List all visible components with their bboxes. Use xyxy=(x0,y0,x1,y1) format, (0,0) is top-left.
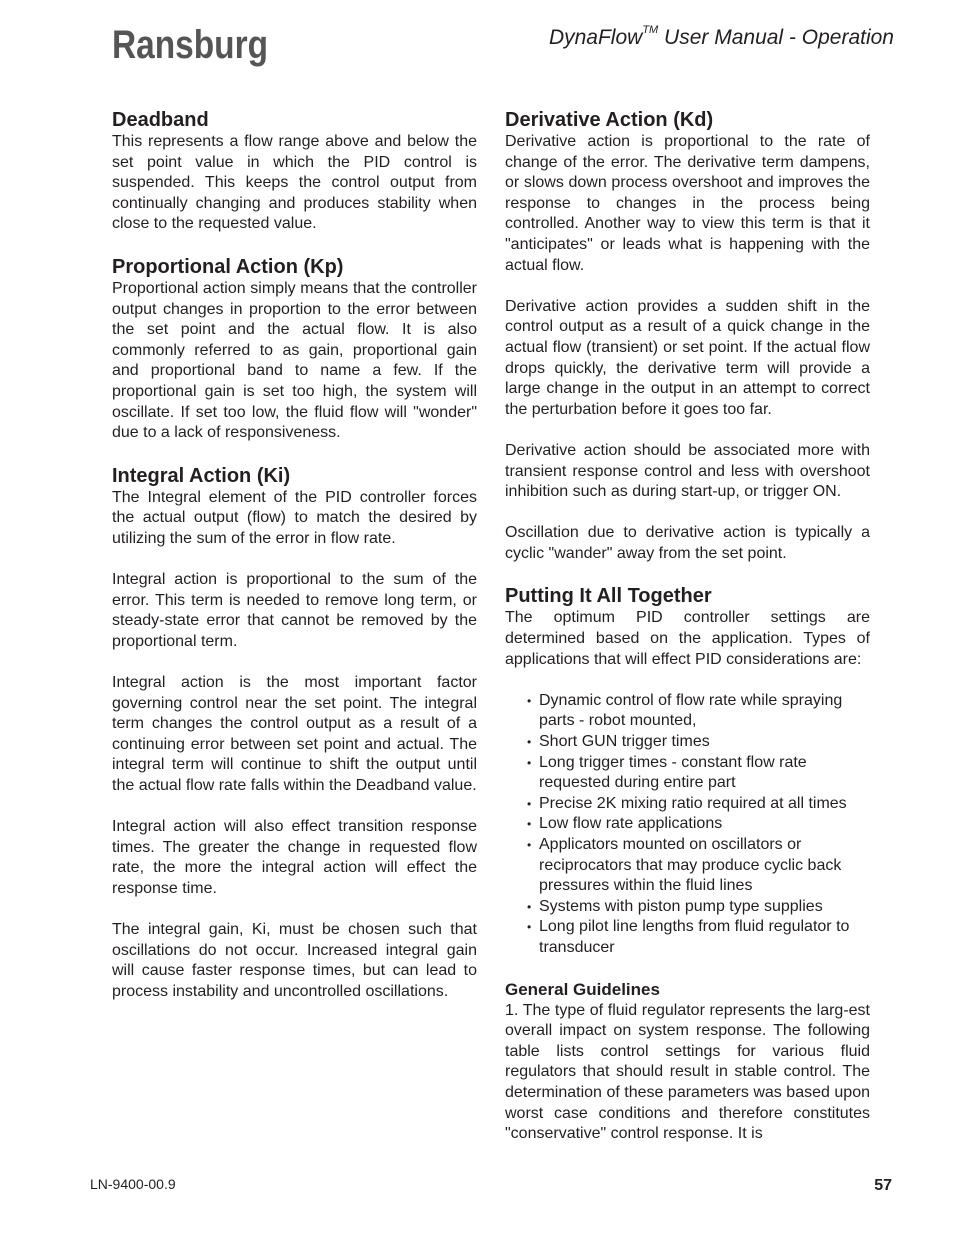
together-intro: The optimum PID controller settings are determined based on the application. Types of applications that will effect PID considerations are: xyxy=(505,609,870,668)
list-item: • Precise 2K mixing ratio required at all times xyxy=(527,794,870,815)
integral-section xyxy=(112,464,477,1003)
deadband-section xyxy=(112,108,477,235)
integral-paragraph: The Integral element of the PID controller forces the actual output (flow) to match the desired by utilizing the sum of the error in flow rate. xyxy=(112,488,477,547)
integral-paragraph: The integral gain, Ki, must be chosen such that oscillations do not occur. Increased integral gain will cause faster response times, but can lead to process instability and uncontrolled oscillations. xyxy=(112,921,477,1000)
guidelines-heading: General Guidelines xyxy=(505,979,660,999)
title-suffix: User Manual - Operation xyxy=(658,26,894,49)
deadband-heading: Deadband xyxy=(112,109,209,131)
derivative-heading: Derivative Action (Kd) xyxy=(505,109,714,131)
together-heading: Putting It All Together xyxy=(505,585,712,608)
logo-text: Ransburg xyxy=(112,23,268,67)
deadband-paragraph: This represents a flow range above and below the set point value in which the PID control is suspended. This keeps the control output from continually changing and produces stability when close to the requested value. xyxy=(112,133,477,233)
derivative-paragraph: Oscillation due to derivative action is typically a cyclic "wander" away from the set point. xyxy=(505,524,870,562)
proportional-heading: Proportional Action (Kp) xyxy=(112,255,344,278)
doc-number: LN-9400-00.9 xyxy=(90,1176,176,1192)
ransburg-logo xyxy=(112,18,272,70)
guidelines-section xyxy=(505,979,870,1145)
derivative-paragraph: Derivative action provides a sudden shift in the control output as a result of a quick change in the actual flow (transient) or set point. If the actual flow drops quickly, the derivative term will provide a large change in the output in an attempt to correct the perturbation before it goes too far. xyxy=(505,297,870,418)
right-column xyxy=(505,108,870,1145)
left-column xyxy=(112,108,477,1023)
integral-paragraph: Integral action is the most important factor governing control near the set point. The integral term changes the control output as a result of a continuing error between set point and actual. The integral term will continue to shift the output until the actual flow rate falls within the Deadband value. xyxy=(112,674,477,795)
list-item: • Dynamic control of flow rate while spraying parts - robot mounted, xyxy=(527,691,870,732)
list-item: • Low flow rate applications xyxy=(527,814,870,835)
title-trademark: TM xyxy=(642,24,659,36)
integral-paragraph: Integral action will also effect transition response times. The greater the change in requested flow rate, the more the integral action will effect the response time. xyxy=(112,818,477,897)
list-item: • Long trigger times - constant flow rate requested during entire part xyxy=(527,753,870,794)
list-item: • Long pilot line lengths from fluid regulator to transducer xyxy=(527,917,870,958)
proportional-paragraph: Proportional action simply means that the controller output changes in proportion to the error between the set point and the actual flow. It is also commonly referred to as gain, proportional gain and proportional band to name a few. If the proportional gain is set too high, the system will oscillate. If set too low, the fluid flow will "wonder" due to a lack of responsiveness. xyxy=(112,279,477,442)
derivative-section xyxy=(505,108,870,564)
guidelines-paragraph: 1. The type of fluid regulator represents the larg-est overall impact on system response. The following table lists control settings for various fluid regulators that should result in stable control. The determination of these parameters was based upon worst case conditions and therefore constitutes "conservative" control response. It is xyxy=(505,1001,870,1143)
derivative-paragraph: Derivative action should be associated more with transient response control and less with overshoot inhibition such as during start-up, or trigger ON. xyxy=(505,441,870,501)
proportional-section xyxy=(112,255,477,444)
integral-paragraph: Integral action is proportional to the sum of the error. This term is needed to remove long term, or steady-state error that cannot be removed by the proportional term. xyxy=(112,571,477,650)
application-list xyxy=(505,691,870,959)
page-number: 57 xyxy=(874,1177,892,1194)
together-section xyxy=(505,584,870,958)
list-item: • Systems with piston pump type supplies xyxy=(527,897,870,918)
list-item: • Short GUN trigger times xyxy=(527,732,870,753)
list-item: • Applicators mounted on oscillators or reciprocators that may produce cyclic back pressures within the fluid lines xyxy=(527,835,870,897)
header-title xyxy=(549,26,894,50)
title-prefix: DynaFlow xyxy=(548,26,643,49)
integral-heading: Integral Action (Ki) xyxy=(112,464,291,487)
derivative-paragraph: Derivative action is proportional to the rate of change of the error. The derivative term dampens, or slows down process overshoot and improves the response to changes in the process being controlled. Another way to view this term is that it "anticipates" or leads what is happening with the actual flow. xyxy=(505,133,870,274)
